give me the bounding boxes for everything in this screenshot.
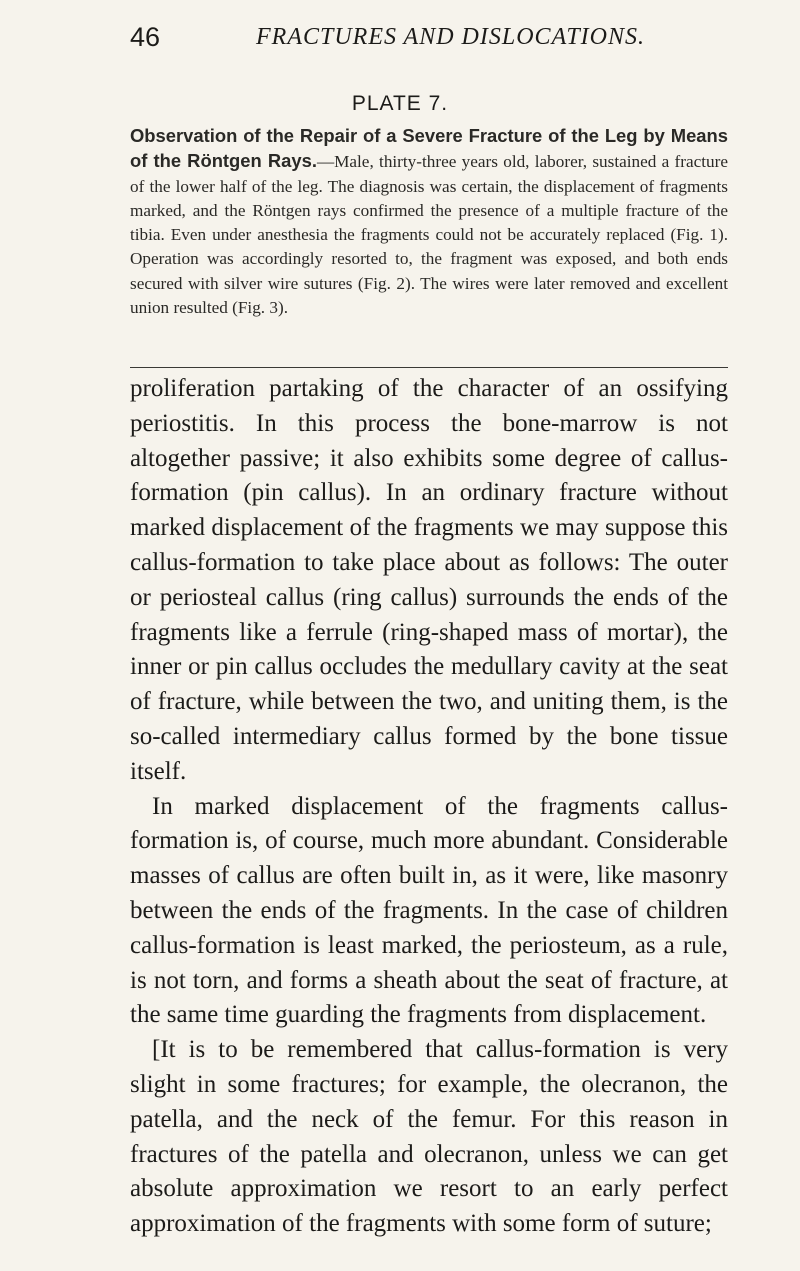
caption-body: —Male, thirty-three years old, laborer, sustained a fracture of the lower half of the leg. The diagnosis was certain, the displacement of fragments marked, and the Röntgen rays confirmed the presence of a multiple fracture of the tibia. Even under anesthesia the fragments could not be accurately replaced (Fig. 1). Operation was accordingly resorted to, the fragment was exposed, and both ends secured with silver wire sutures (Fig. 2). The wires were later removed and excellent union resulted (Fig. 3). — [130, 152, 728, 318]
running-header — [130, 22, 730, 62]
caption-divider — [130, 367, 728, 368]
page-number: 46 — [130, 22, 161, 52]
running-title: FRACTURES AND DISLOCATIONS. — [256, 24, 646, 50]
paragraph: In marked displacement of the fragments callus-formation is, of course, much more abundant. Considerable masses of callus are often built in, as it were, like masonry between the ends of the fragments. In the case of children callus-formation is least marked, the periosteum, as a rule, is not torn, and forms a sheath about the seat of fracture, at the same time guarding the fragments from displacement. — [130, 792, 728, 1029]
paragraph: proliferation partaking of the character of an ossifying periostitis. In this process the bone-marrow is not altogether passive; it also exhibits some degree of callus-formation (pin callus). In an ordinary fracture without marked displacement of the fragments we may suppose this callus-formation to take place about as follows: The outer or periosteal callus (ring callus) surrounds the ends of the fragments like a ferrule (ring-shaped mass of mortar), the inner or pin callus occludes the medullary cavity at the seat of fracture, while between the two, and uniting them, is the so-called intermediary callus formed by the bone tissue itself. — [130, 375, 728, 785]
plate-caption — [130, 124, 728, 320]
paragraph: [It is to be remembered that callus-formation is very slight in some fractures; for example, the olecranon, the patella, and the neck of the femur. For this reason in fractures of the patella and olecranon, unless we can get absolute approximation we resort to an early perfect approximation of the fragments with some form of suture; — [130, 1036, 728, 1238]
body-text — [130, 372, 728, 1242]
plate-label: PLATE 7. — [351, 92, 449, 115]
caption-title: Observation of the Repair of a Severe Fracture of the Leg by Means of the Röntgen Rays. — [130, 125, 728, 172]
